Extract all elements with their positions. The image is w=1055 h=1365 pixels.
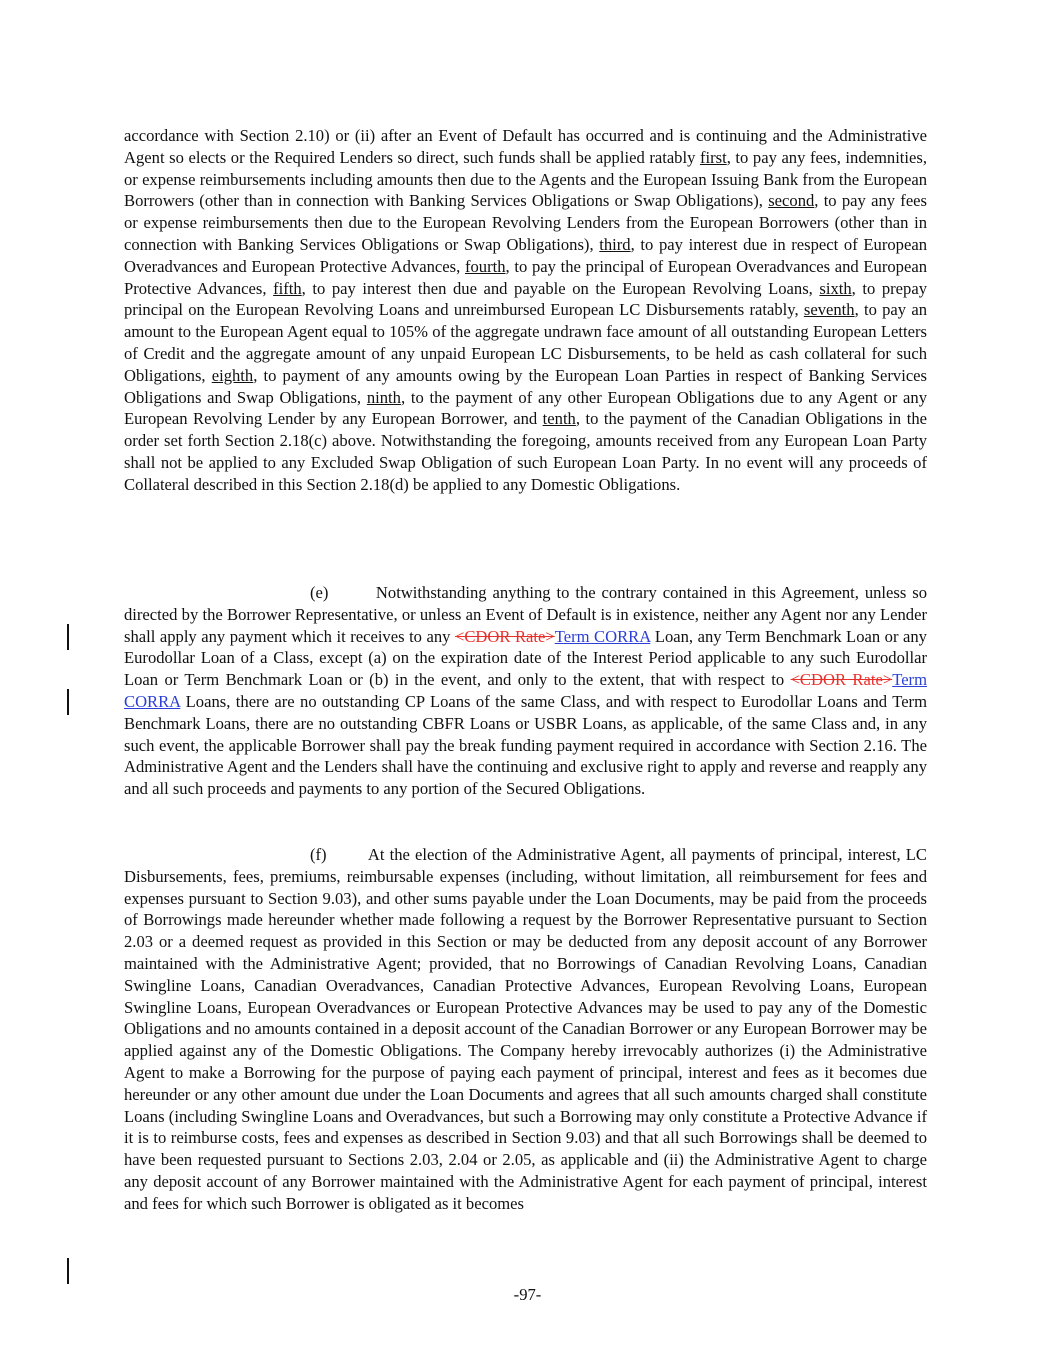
- change-bar: [67, 689, 69, 715]
- ordinal-first: first: [699, 147, 727, 167]
- inserted-text: Term CORRA: [124, 670, 927, 711]
- ordinal-tenth: tenth: [542, 409, 576, 429]
- text-run: , to pay an amount to the European Agent equal to 105% of the aggregate undrawn face amount of all outstanding European Letters of Credit and the aggregate amount of any unpaid European LC Disbursements, to be held as cash collateral for such Obligations,: [124, 300, 928, 385]
- text-run: , to pay any fees or expense reimbursements then due to the European Revolving Lenders from the European Borrowers (other than in connection with Banking Services Obligations or Swap Obligations),: [124, 191, 928, 254]
- deleted-text: <CDOR Rate>: [454, 626, 555, 646]
- ordinal-second: second: [768, 191, 815, 211]
- paragraph-label: (e): [310, 583, 329, 602]
- text-run: , to payment of any amounts owing by the European Loan Parties in respect of Banking Services Obligations and Swap Obligations,: [124, 365, 928, 407]
- ordinal-eighth: eighth: [211, 365, 254, 385]
- text-run: , to pay any fees, indemnities, or expense reimbursements including amounts then due to the Agents and the European Issuing Bank from the European Borrowers (other than in connection with Banking Services Obligations or Swap Obligations),: [124, 147, 927, 211]
- page-number: -97-: [513, 1285, 542, 1304]
- text-run: accordance with Section 2.10) or (ii) after an Event of Default has occurred and is continuing and the Administrative Agent so elects or the Required Lenders so direct, such funds shall be applied ratably: [124, 126, 927, 167]
- ordinal-fifth: fifth: [273, 278, 302, 298]
- paragraph-d-continuation: [124, 125, 927, 496]
- ordinal-ninth: ninth: [366, 387, 401, 407]
- deleted-text: <CDOR Rate>: [790, 670, 893, 690]
- text-run: Notwithstanding anything to the contrary contained in this Agreement, unless so directed by the Borrower Representative, or unless an Event of Default is in existence, neither any Agent nor any Lender shall apply any payment which it receives to any: [124, 583, 928, 646]
- text-run: Loans, there are no outstanding CP Loans of the same Class, and with respect to Eurodollar Loans and Term Benchmark Loans, there are no outstanding CBFR Loans or USBR Loans, as applicable, of the same Class and, in any such event, the applicable Borrower shall pay the break funding payment required in accordance with Section 2.16. The Administrative Agent and the Lenders shall have the continuing and exclusive right to apply and reverse and reapply any and all such proceeds and payments to any portion of the Secured Obligations.: [124, 691, 927, 799]
- text-run: Loan, any Term Benchmark Loan or any Eurodollar Loan of a Class, except (a) on the expiration date of the Interest Period applicable to any such Eurodollar Loan or Term Benchmark Loan or (b) in the event, and only to the extent, that with respect to: [124, 626, 927, 690]
- change-bar: [67, 624, 69, 650]
- text-run: At the election of the Administrative Agent, all payments of principal, interest, LC Disbursements, fees, premiums, reimbursable expenses (including, without limitation, all reimbursement for fees and expenses pursuant to Section 9.03), and other sums payable under the Loan Documents, may be paid from the proceeds of Borrowings made hereunder whether made following a request by the Borrower Representative pursuant to Section 2.03 or a deemed request as provided in this Section or may be deducted from any deposit account of any Borrower maintained with the Administrative Agent; provided, that no Borrowings of Canadian Revolving Loans, Canadian Swingline Loans, Canadian Overadvances, Canadian Protective Advances, European Revolving Loans, European Swingline Loans, European Overadvances or European Protective Advances may be used to pay any of the Domestic Obligations and no amounts contained in a deposit account of the Canadian Borrower or any European Borrower may be applied against any of the Domestic Obligations. The Company hereby irrevocably authorizes (i) the Administrative Agent to make a Borrowing for the purpose of paying each payment of principal, interest and fees as it becomes due hereunder or any other amount due under the Loan Documents and agrees that all such amounts charged shall constitute Loans (including Swingline Loans and Overadvances, but such a Borrowing may only constitute a Protective Advance if it is to reimburse costs, fees and expenses as described in Section 9.03) and that all such Borrowings shall be deemed to have been requested pursuant to Sections 2.03, 2.04 or 2.05, as applicable and (ii) the Administrative Agent to charge any deposit account of any Borrower maintained with the Administrative Agent for each payment of principal, interest and fees for which such Borrower is obligated as it becomes: [124, 845, 927, 1213]
- text-run: , to pay interest due in respect of European Overadvances and European Protective Advances,: [124, 234, 927, 276]
- text-run: , to the payment of the Canadian Obligations in the order set forth Section 2.18(c) above. Notwithstanding the foregoing, amounts received from any European Loan Party shall not be applied to any Excluded Swap Obligation of such European Loan Party. In no event will any proceeds of Collateral described in this Section 2.18(d) be applied to any Domestic Obligations.: [124, 409, 927, 494]
- ordinal-seventh: seventh: [803, 300, 855, 320]
- text-run: , to pay interest then due and payable on the European Revolving Loans,: [301, 278, 820, 298]
- ordinal-sixth: sixth: [819, 278, 852, 298]
- paragraph-label: (f): [310, 845, 327, 864]
- inserted-text: Term CORRA: [554, 626, 651, 646]
- change-bar: [67, 1258, 69, 1284]
- text-run: , to the payment of any other European Obligations due to any Agent or any European Revolving Lender by any European Borrower, and: [124, 387, 927, 429]
- text-run: , to prepay principal on the European Revolving Loans and unreimbursed European LC Disbursements ratably,: [124, 278, 928, 320]
- text-run: , to pay the principal of European Overadvances and European Protective Advances,: [124, 256, 927, 298]
- ordinal-third: third: [599, 234, 631, 254]
- ordinal-fourth: fourth: [464, 256, 506, 276]
- paragraph-f: [124, 844, 927, 1215]
- paragraph-e: [124, 582, 927, 800]
